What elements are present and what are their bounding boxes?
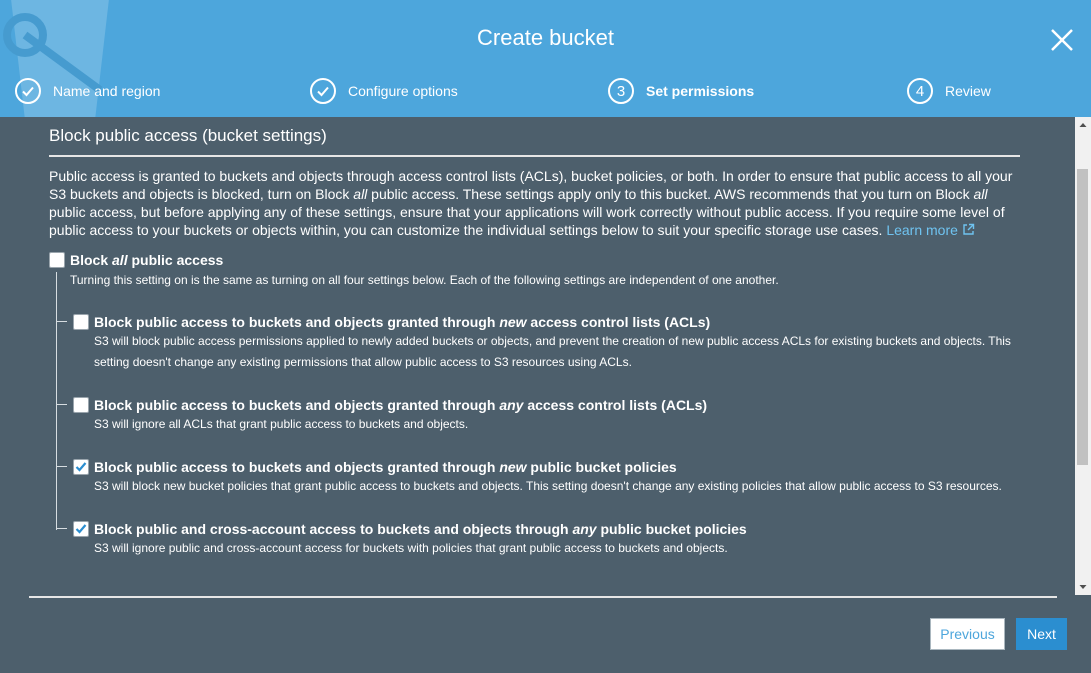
content-scrollbar[interactable] [1075, 117, 1091, 595]
block-all-public-access-description: Turning this setting on is the same as turning on all four settings below. Each of the following settings are independent of one another. [70, 273, 779, 287]
check-icon [15, 78, 41, 104]
section-title: Block public access (bucket settings) [49, 126, 327, 145]
footer-divider [29, 596, 1057, 598]
block-new-policies-checkbox[interactable] [73, 459, 89, 475]
tree-connector [57, 528, 67, 529]
option-title-emphasis: new [499, 314, 527, 330]
option-title-part: Block public access to buckets and objects granted through [94, 459, 500, 475]
option-description: S3 will ignore all ACLs that grant public access to buckets and objects. [94, 417, 469, 431]
option-title [94, 314, 710, 330]
permissions-content [0, 117, 1075, 595]
option-title-part: public bucket policies [596, 521, 747, 537]
step-set-permissions[interactable] [608, 76, 754, 106]
step-label: Name and region [53, 83, 161, 99]
option-title [94, 397, 707, 413]
step-configure-options[interactable] [310, 76, 458, 106]
intro-emphasis: all [353, 186, 368, 202]
divider [49, 155, 1020, 157]
option-title-part: public bucket policies [526, 459, 677, 475]
step-label: Review [945, 83, 991, 99]
option-title-part: Block [70, 252, 113, 268]
block-new-acls-checkbox[interactable] [73, 314, 89, 330]
external-link-icon [962, 223, 975, 236]
option-title-part: public access [127, 252, 224, 268]
tree-connector [56, 272, 57, 530]
scroll-down-arrow-icon[interactable] [1075, 579, 1091, 595]
close-icon[interactable] [1049, 27, 1075, 53]
intro-emphasis: all [973, 186, 988, 202]
learn-more-label: Learn more [886, 222, 958, 238]
check-icon [310, 78, 336, 104]
intro-part: public access, but before applying any of these settings, ensure that your applications will work correctly without public access. If you require some level of public access to your buckets or objects within, you can customize the individual settings below to suit your specific storage use cases. [49, 204, 1005, 238]
option-title-part: Block public access to buckets and objects granted through [94, 314, 500, 330]
step-name-and-region[interactable] [15, 76, 160, 106]
option-title-emphasis: any [572, 521, 597, 537]
tree-connector [57, 404, 67, 405]
checkmark-icon [75, 461, 87, 473]
option-description: S3 will block public access permissions applied to newly added buckets or objects, and prevent the creation of new public access ACLs for existing buckets and objects. This setting doesn't change any existing permissions that allow public access to S3 resources using ACLs. [94, 334, 1011, 369]
option-description: S3 will ignore public and cross-account access for buckets with policies that grant public access to buckets and objects. [94, 541, 728, 555]
next-button[interactable]: Next [1016, 618, 1067, 650]
block-all-public-access-checkbox[interactable] [49, 252, 65, 268]
intro-text [49, 167, 1024, 239]
step-label: Configure options [348, 83, 458, 99]
modal-header [0, 0, 1091, 117]
block-any-acls-checkbox[interactable] [73, 397, 89, 413]
modal-title: Create bucket [477, 25, 614, 50]
tree-connector [57, 466, 67, 467]
scrollbar-thumb[interactable] [1077, 169, 1088, 465]
option-title-part: Block public access to buckets and objects granted through [94, 397, 500, 413]
wizard-steps [0, 76, 1091, 106]
previous-button[interactable]: Previous [930, 618, 1005, 650]
learn-more-link[interactable] [886, 222, 974, 238]
intro-part: public access. These settings apply only to this bucket. AWS recommends that you turn on Block [367, 186, 974, 202]
option-title-part: Block public and cross-account access to buckets and objects through [94, 521, 573, 537]
option-title-part: access control lists (ACLs) [526, 314, 711, 330]
tree-connector [57, 321, 67, 322]
option-description: S3 will block new bucket policies that grant public access to buckets and objects. This setting doesn't change any existing policies that allow public access to S3 resources. [94, 479, 1002, 493]
option-title-emphasis: new [499, 459, 527, 475]
scroll-up-arrow-icon[interactable] [1075, 117, 1091, 133]
intro-part: Public access is granted to buckets and objects through access control lists (ACLs), bucket policies, or both. In order to ensure that public access to all your S3 buckets and objects is blocked, turn on Block [49, 168, 1013, 202]
step-number: 4 [907, 78, 933, 104]
option-title-part: access control lists (ACLs) [523, 397, 708, 413]
step-label: Set permissions [646, 83, 755, 99]
step-review[interactable] [907, 76, 991, 106]
block-any-policies-checkbox[interactable] [73, 521, 89, 537]
option-title [94, 521, 747, 537]
option-title-emphasis: all [112, 252, 128, 268]
step-number: 3 [608, 78, 634, 104]
option-title-emphasis: any [499, 397, 524, 413]
option-title [94, 459, 677, 475]
checkmark-icon [75, 523, 87, 535]
block-all-public-access-label [70, 252, 223, 268]
